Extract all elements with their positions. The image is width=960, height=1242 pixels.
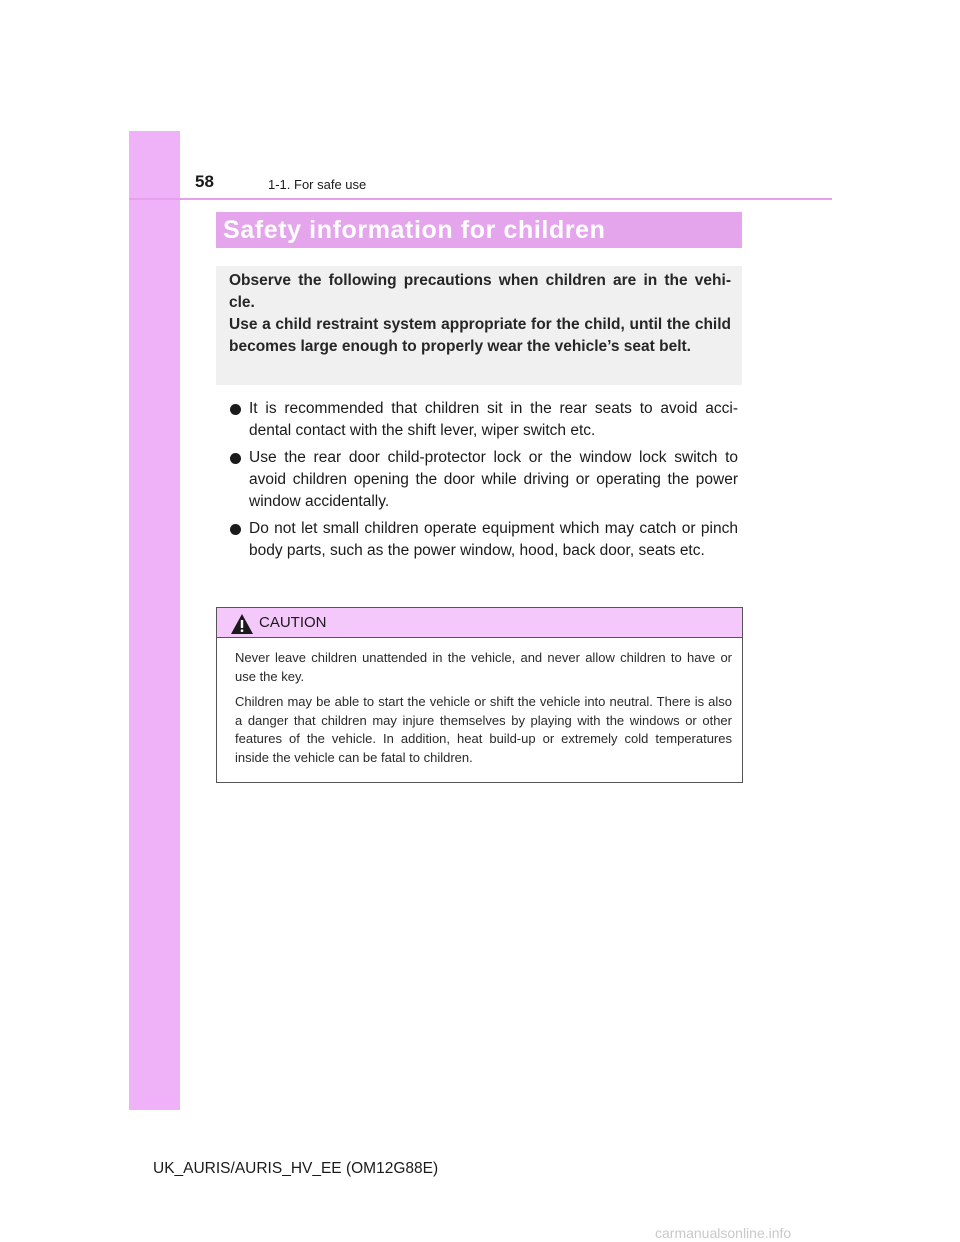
page-number: 58	[195, 172, 214, 191]
title-banner	[216, 212, 742, 248]
intro-restraint-text: Use a child restraint system appropriate for the child, until the child becomes large enough to properly wear the vehicle’s seat belt.	[229, 316, 731, 355]
caution-header	[217, 608, 742, 638]
bullet-text: Do not let small children operate equipment which may catch or pinch body parts, such as the power window, hood, back door, seats etc.	[249, 520, 738, 559]
chapter-side-tab	[129, 131, 180, 1110]
list-item	[230, 518, 738, 562]
bullet-list	[230, 398, 738, 567]
bullet-text: Use the rear door child-protector lock or the window lock switch to avoid children opening the door while driving or operating the power window accidentally.	[249, 449, 738, 510]
caution-label: CAUTION	[259, 614, 327, 631]
header-divider	[129, 198, 832, 200]
page-title: Safety information for children	[223, 216, 606, 244]
bullet-text: It is recommended that children sit in the rear seats to avoid acci-dental contact with the shift lever, wiper switch etc.	[249, 400, 738, 439]
bullet-icon	[230, 404, 241, 415]
intro-box	[216, 266, 742, 385]
caution-paragraph: Never leave children unattended in the vehicle, and never allow children to have or use the key.	[235, 650, 732, 684]
list-item	[230, 447, 738, 513]
warning-triangle-icon	[231, 614, 253, 634]
section-breadcrumb: 1-1. For safe use	[268, 177, 367, 192]
document-id: UK_AURIS/AURIS_HV_EE (OM12G88E)	[153, 1160, 439, 1177]
bullet-icon	[230, 453, 241, 464]
list-item	[230, 398, 738, 442]
caution-box	[216, 607, 743, 783]
caution-paragraph: Children may be able to start the vehicle or shift the vehicle into neutral. There is also a danger that children may injure themselves by playing with the windows or other features of the vehicle. In addition, heat build-up or extremely cold temperatures inside the vehicle can be fatal to children.	[235, 694, 732, 765]
intro-precaution-text: Observe the following precautions when children are in the vehi-cle.	[229, 272, 731, 311]
watermark: carmanualsonline.info	[655, 1225, 792, 1241]
bullet-icon	[230, 524, 241, 535]
